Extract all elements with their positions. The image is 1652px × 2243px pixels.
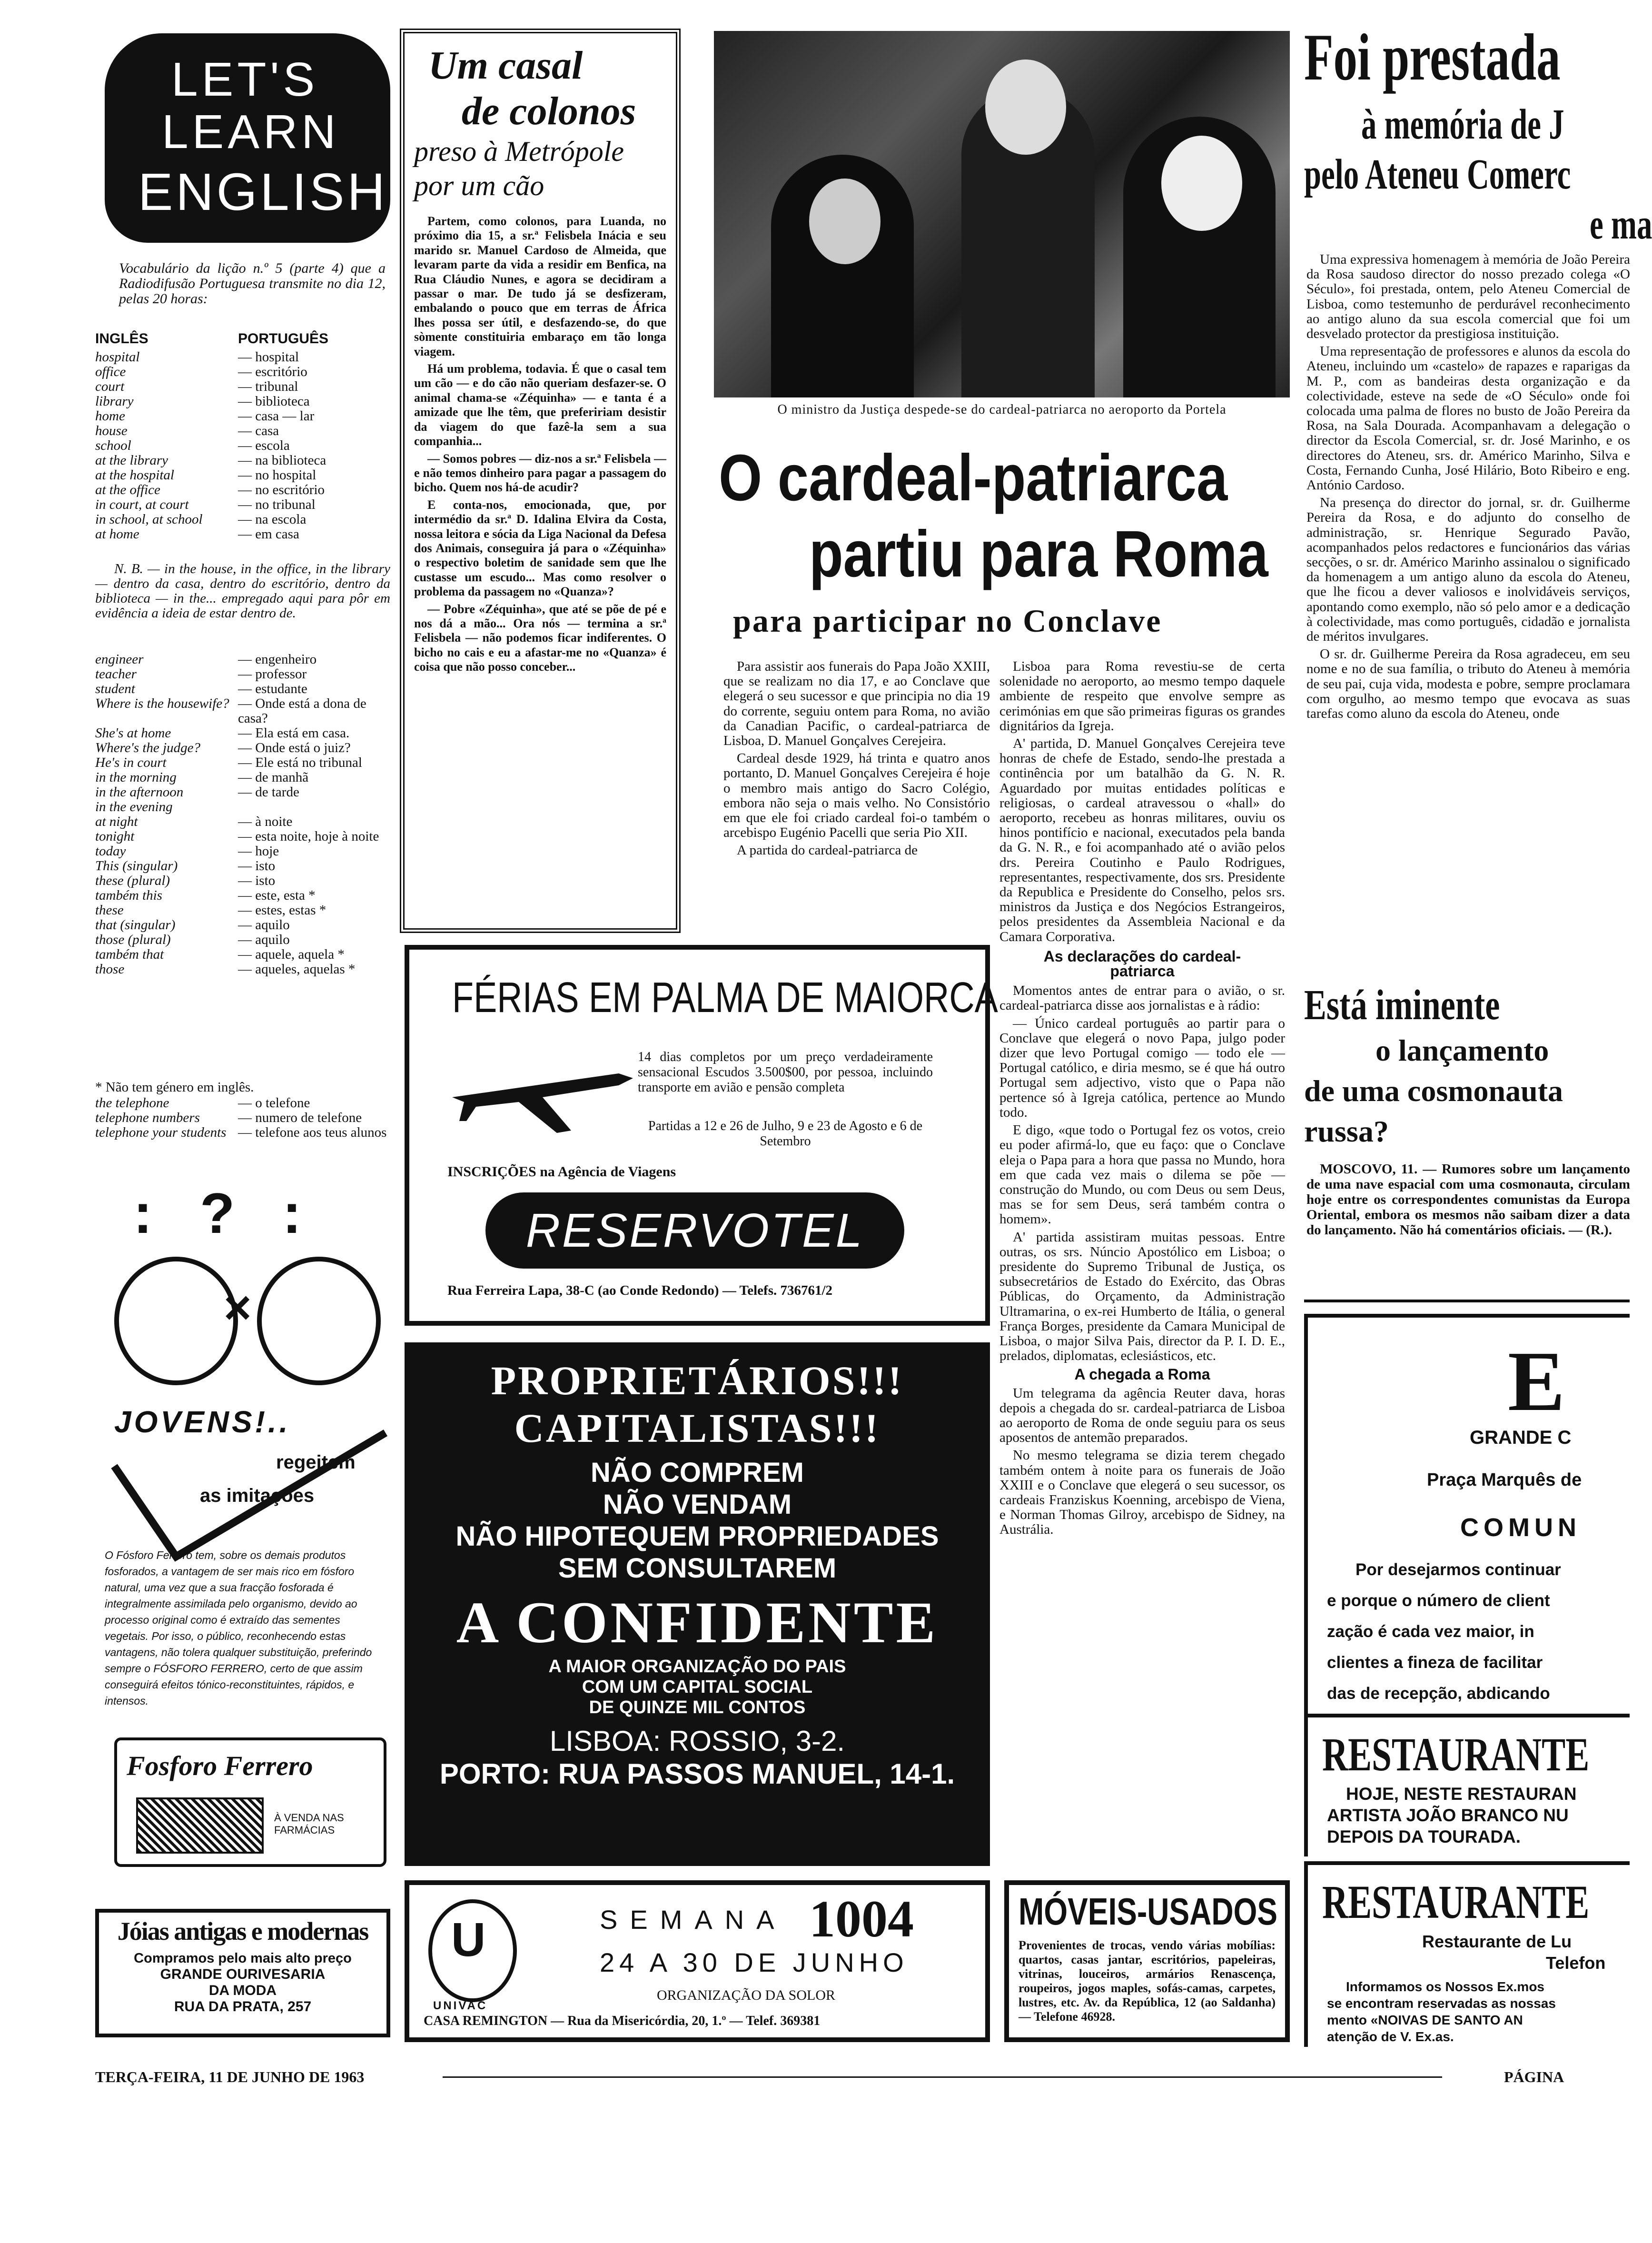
paragraph: Um telegrama da agência Reuter dava, horas depois a chegada do sr. cardeal-patriarca de Lisboa ao aeroporto de Roma de onde seguiu para os seus aposentos de antemão preparados.: [999, 1385, 1285, 1446]
univac-casa: CASA REMINGTON — Rua da Misericórdia, 20, 1.º — Telef. 369381: [424, 2014, 821, 2028]
vocab-pt: — Onde está a dona de casa?: [238, 696, 366, 726]
vocab-row: [95, 755, 390, 770]
cosmo-divider: [1304, 1300, 1630, 1302]
paragraph: — Somos pobres — diz-nos a sr.ª Felisbela — e não temos dinheiro para pagar a passagem do bicho. Quem nos há-de acudir?: [414, 451, 666, 495]
vocab-en: house: [95, 423, 128, 438]
grande-t4: clientes a fineza de facilitar: [1327, 1653, 1543, 1672]
conf-lisboa: LISBOA: ROSSIO, 3-2.: [549, 1725, 845, 1757]
vocab-row: [95, 814, 390, 829]
vocab-pt: — na escola: [238, 512, 307, 527]
vocab-row: [95, 1125, 390, 1140]
col-pt: PORTUGUÊS: [238, 331, 329, 347]
joias-l1: Compramos pelo mais alto preço: [134, 1951, 352, 1966]
vocab-row: [95, 888, 390, 903]
grande-t2: e porque o número de client: [1327, 1591, 1550, 1610]
ferias-address: Rua Ferreira Lapa, 38-C (ao Conde Redondo) — Telefs. 736761/2: [447, 1283, 833, 1298]
rest1-l3: DEPOIS DA TOURADA.: [1327, 1827, 1521, 1846]
univac-dates: 24 A 30 DE JUNHO: [600, 1947, 909, 1977]
vocab-row: [95, 424, 390, 438]
vocab-row: [95, 918, 390, 933]
paragraph: E conta-nos, emocionada, que, por intermédio da sr.ª D. Idalina Elvira da Costa, nossa leitora e sócia da Liga Nacional da Defesa dos Animais, conseguira já para o «Zéquinha» o respectivo boletim de sanidade sem que lhe custasse um escudo... Mas como resolver o problema da passagem no «Quanza»?: [414, 497, 666, 599]
paragraph: — Pobre «Zéquinha», que até se põe de pé e nos dá a mão... Ora nós — termina a sr.ª Felisbela — não podemos ficar indiferentes. O bicho no cais e eu a afastar-me no «Quanza» é coisa que não posso conceber...: [414, 602, 666, 674]
rest2-l2: Telefon: [1546, 1953, 1606, 1973]
vocab-row: [95, 379, 390, 394]
vocab-pt: — hospital: [238, 349, 299, 365]
conf-l3: NÃO COMPREM: [591, 1457, 804, 1488]
casal-h3: preso à Metrópole: [414, 136, 624, 167]
vocab-row: [95, 667, 390, 682]
vocab-pt: — na biblioteca: [238, 453, 326, 468]
ferias-inscricoes: INSCRIÇÕES na Agência de Viagens: [447, 1164, 676, 1180]
vocab-pt: — Ele está no tribunal: [238, 755, 362, 770]
vocab-row: [95, 770, 390, 785]
english-intro: Vocabulário da lição n.º 5 (parte 4) que a Radiodifusão Portuguesa transmite no dia 12, pelas 20 horas:: [119, 260, 386, 307]
conf-l4: NÃO VENDAM: [603, 1489, 792, 1520]
imitacoes-text: as imitações: [200, 1485, 315, 1506]
rest1-l1: HOJE, NESTE RESTAURAN: [1346, 1784, 1577, 1804]
photo-face-2: [1161, 136, 1242, 231]
paragraph: A' partida, D. Manuel Gonçalves Cerejeira teve honras de chefe de Estado, sendo-lhe prestada a continência por um batalhão da G. N. R. Aguardado por muitas entidades políticas e religiosas, o cardeal atravessou o «hall» do aeroporto, recebeu as honras militares, ouviu os hinos pontifício e nacional, executados pela banda da G. N. R., e foi acompanhado até o avião pelos drs. Pereira Coutinho e Paulo Rodrigues, representantes, respectivamente, dos srs. Presidente da Republica e Presidente do Conselho, pelos srs. ministros da Justiça e dos Negócios Estrangeiros, pelos presidentes da Assembleia Nacional e da Camara Corporativa.: [999, 736, 1285, 944]
cosmo-text: MOSCOVO, 11. — Rumores sobre um lançamento de uma nave espacial com uma cosmonauta, circulam hoje entre os correspondentes comunistas da Europa Oriental, embora os mesmos não saibam dizer a data do lançamento. Não há comentários oficiais. — (R.).: [1306, 1161, 1630, 1238]
vocab-list-3: [95, 1096, 390, 1140]
grande-l1: GRANDE C: [1470, 1427, 1572, 1448]
vocab-row: [95, 438, 390, 453]
vocab-en: teacher: [95, 666, 137, 682]
vocab-en: today: [95, 844, 126, 859]
vocab-row: [95, 512, 390, 527]
joias-title: Jóias antigas e modernas: [117, 1917, 368, 1945]
paragraph: Cardeal desde 1929, há trinta e quatro anos portanto, D. Manuel Gonçalves Cerejeira é hoje o membro mais antigo do Sacro Colégio, embora não seja o mais velho. No Consistório em que ele foi criado cardeal foi-o também o arcebispo Eugénio Pacelli que seria Pio XII.: [723, 751, 990, 841]
vocab-list-2: [95, 652, 390, 977]
confidente-ad: [405, 1342, 990, 1866]
vocab-en: at the office: [95, 482, 160, 497]
ateneu-h3: pelo Ateneu Comerc: [1304, 151, 1571, 198]
footer-date: TERÇA-FEIRA, 11 DE JUNHO DE 1963: [95, 2068, 365, 2085]
vocab-en: student: [95, 681, 135, 696]
jovens-text: JOVENS!..: [114, 1405, 291, 1439]
cardeal-col-left: [723, 659, 990, 861]
vocab-pt: — tribunal: [238, 379, 298, 394]
vocab-row: [95, 409, 390, 424]
vocab-row: [95, 652, 390, 667]
rest2-l1: Restaurante de Lu: [1422, 1932, 1572, 1951]
fosforo-venda: À VENDA NAS FARMÁCIAS: [274, 1812, 344, 1836]
vocab-en: in the afternoon: [95, 784, 184, 800]
vocab-en: in the evening: [95, 799, 173, 814]
vocab-pt: — casa — lar: [238, 408, 315, 424]
conf-l6: SEM CONSULTAREM: [558, 1553, 837, 1584]
casal-body: [414, 214, 666, 675]
univac-logo-text: UNIVAC: [433, 1999, 488, 2012]
vocab-en: in the morning: [95, 770, 177, 785]
joias-l2: GRANDE OURIVESARIA: [160, 1966, 326, 1982]
cosmo-h4: russa?: [1304, 1114, 1389, 1148]
ateneu-h4: e ma: [1590, 201, 1652, 248]
univac-logo: [428, 1899, 517, 2002]
vocab-row: [95, 785, 390, 800]
reservotel-text: RESERVOTEL: [525, 1204, 864, 1257]
fosforo-product-box: [114, 1737, 386, 1867]
rest2-title: RESTAURANTE: [1322, 1876, 1590, 1928]
paragraph: E digo, «que todo o Portugal fez os votos, creio eu poder afirmá-lo, que eu faço: que o Conclave eleja o Papa para a hora que passa no Mundo, hora em que cada vez mais o dilema se põe — construção do Mundo, ou com Deus ou sem Deus, mas se for sem Deus, será também contra o homem».: [999, 1122, 1285, 1227]
vocab-row: [95, 394, 390, 409]
vocab-row: [95, 468, 390, 483]
univac-num: 1004: [809, 1890, 914, 1948]
vocab-list-1: [95, 350, 390, 542]
vocab-en: telephone numbers: [95, 1110, 200, 1125]
vocab-row: [95, 859, 390, 873]
reservotel-logo: [485, 1192, 904, 1269]
vocab-en: the telephone: [95, 1095, 169, 1111]
univac-u-icon: U: [451, 1913, 486, 1966]
vocab-en: He's in court: [95, 755, 167, 770]
vocab-footnote: * Não tem género em inglês.: [95, 1080, 254, 1095]
restaurante-ad-2: [1304, 1861, 1630, 2047]
vocab-pt: — esta noite, hoje à noite: [238, 829, 379, 844]
vocab-en: She's at home: [95, 725, 171, 741]
vocab-nb: N. B. — in the house, in the office, in the library — dentro da casa, dentro do escritório, dentro da biblioteca — in the... empregado aqui para pôr em evidência a ideia de estar dentro de.: [95, 561, 390, 621]
ferias-dates: Partidas a 12 e 26 de Julho, 9 e 23 de Agosto e 6 de Setembro: [648, 1119, 923, 1149]
vocab-en: these (plural): [95, 873, 170, 888]
vocab-row: [95, 947, 390, 962]
vocab-en: in school, at school: [95, 512, 203, 527]
vocab-row: [95, 933, 390, 947]
joias-l3: DA MODA: [208, 1983, 277, 1998]
vocab-pt: — no escritório: [238, 482, 325, 497]
vocab-en: também that: [95, 947, 164, 962]
rest2-t1: Informamos os Nossos Ex.mos: [1346, 1979, 1545, 1994]
paragraph: Na presença do director do jornal, sr. dr. Guilherme Pereira da Rosa, e do adjunto do conselho de administração, sr. Henrique Segurado Pavão, acompanhados pelos redactores e funcionários das várias secções, o sr. dr. Américo Marinho assinalou o significado da homenagem a um antigo aluno da escola do Ateneu, que lhe ficou a dever valiosos e inolvidáveis serviços, apontando como exemplo, não só pelo amor e a dedicação à colectividade, mas como português, cidadão e jornalista de méritos invulgares.: [1306, 495, 1630, 645]
vocab-pt: — no hospital: [238, 467, 317, 483]
vocab-row: [95, 829, 390, 844]
vocab-row: [95, 741, 390, 755]
footer-page: PÁGINA: [1504, 2068, 1564, 2085]
vocab-pt: — Ela está em casa.: [238, 725, 350, 741]
vocab-pt: — estes, estas *: [238, 903, 326, 918]
fosforo-ad: [95, 1181, 390, 1885]
cosmo-h1: Está iminente: [1304, 982, 1500, 1029]
fosforo-box-icon: [136, 1797, 264, 1854]
vocab-en: at the hospital: [95, 467, 174, 483]
vocab-en: in court, at court: [95, 497, 189, 512]
rest1-l2: ARTISTA JOÃO BRANCO NU: [1327, 1806, 1569, 1825]
univac-org: ORGANIZAÇÃO DA SOLOR: [657, 1987, 836, 2003]
ateneu-h1: Foi prestada: [1304, 20, 1561, 94]
cardeal-h2: partiu para Roma: [809, 517, 1268, 591]
cardeal-h3: para participar no Conclave: [733, 603, 1162, 639]
vocab-row: [95, 1111, 390, 1125]
vocab-row: [95, 962, 390, 977]
cardinal-photo: [714, 31, 1290, 397]
regeitem-text: regeitem: [276, 1452, 356, 1473]
vocab-pt: — escola: [238, 438, 290, 453]
cardeal-col-right: [999, 659, 1285, 1540]
vocab-row: [95, 483, 390, 497]
conf-l5: NÃO HIPOTEQUEM PROPRIEDADES: [455, 1521, 939, 1552]
footer-rule: [443, 2076, 1442, 2078]
casal-h1: Um casal: [428, 43, 583, 88]
conf-porto: PORTO: RUA PASSOS MANUEL, 14-1.: [439, 1758, 955, 1790]
vocab-pt: — Onde está o juiz?: [238, 740, 351, 755]
grande-ad: [1304, 1314, 1630, 1742]
airplane-icon: [447, 1050, 638, 1140]
paragraph: No mesmo telegrama se dizia terem chegado também ontem à noite para os funerais de João XXIII e o Conclave que elegerá o seu sucessor, os cardeais Franziskus Koenning, arcebispo de Viena, e Norman Thomas Gilroy, arcebispo de Sidney, na Austrália.: [999, 1448, 1285, 1538]
vocab-pt: — professor: [238, 666, 307, 682]
rest2-t3: mento «NOIVAS DE SANTO AN: [1327, 2013, 1523, 2027]
face-right-icon: [257, 1257, 381, 1385]
cardeal-sub2: A chegada a Roma: [1074, 1366, 1210, 1383]
vocab-row: [95, 844, 390, 859]
univac-ad: [405, 1880, 990, 2042]
moveis-text: Provenientes de trocas, vendo várias mobílias: quartos, casas jantar, escritórios, papeleiras, vitrinas, louceiros, armários Renascença, roupeiros, jogos maples, sofás-camas, carpetes, lustres, etc. Av. da República, 12 (ao Saldanha) — Telefone 46928.: [1019, 1938, 1276, 2024]
vocab-pt: — escritório: [238, 364, 307, 379]
paragraph: A' partida assistiram muitas pessoas. Entre outras, os srs. Núncio Apostólico em Lisboa; o presidente do Supremo Tribunal de Justiça, os subsecretários de Estado do Exército, das Obras Públicas, do Orçamento, da Administração Ultramarina, o ex-rei Humberto de Itália, o general França Borges, presidente da Camara Municipal de Lisboa, o major Silva Pais, director da P. I. D. E., prelados, diplomatas, eclesiásticos, etc.: [999, 1229, 1285, 1364]
vocab-en: hospital: [95, 349, 140, 365]
vocab-pt: — à noite: [238, 814, 293, 829]
face-left-icon: [114, 1257, 238, 1385]
ateneu-h2: à memória de J: [1361, 101, 1564, 148]
vocab-en: at the library: [95, 453, 168, 468]
vocab-en: at home: [95, 526, 139, 542]
conf-s2: COM UM CAPITAL SOCIAL: [582, 1677, 813, 1697]
conf-l2: CAPITALISTAS!!!: [514, 1405, 880, 1451]
photo-caption: O ministro da Justiça despede-se do cardeal-patriarca no aeroporto da Portela: [777, 402, 1227, 417]
vocab-en: tonight: [95, 829, 135, 844]
vocab-pt: — o telefone: [238, 1095, 310, 1111]
ateneu-body: [1306, 252, 1630, 966]
vocab-row: [95, 527, 390, 542]
cosmo-h3: de uma cosmonauta: [1304, 1074, 1563, 1108]
vocab-pt: [238, 800, 390, 814]
vocab-pt: — aqueles, aquelas *: [238, 962, 356, 977]
paragraph: Lisboa para Roma revestiu-se de certa solenidade no aeroporto, ao mesmo tempo daquele ambiente de respeito que envolve sempre as cerimónias em que são primeiras figuras os grandes dignitários da Igreja.: [999, 659, 1285, 734]
vocab-en: office: [95, 364, 126, 379]
logo-line-1: LET'S: [171, 53, 319, 106]
rest2-t2: se encontram reservadas as nossas: [1327, 1996, 1556, 2011]
paragraph: A partida do cardeal-patriarca de: [737, 843, 918, 858]
vocab-en: home: [95, 408, 125, 424]
vocab-row: [95, 726, 390, 741]
vocab-en: school: [95, 438, 131, 453]
moveis-title: MÓVEIS-USADOS: [1019, 1890, 1278, 1933]
paragraph: Partem, como colonos, para Luanda, no próximo dia 15, a sr.ª Felisbela Inácia e seu marido sr. Manuel Cardoso de Almeida, que levaram parte da vida a residir em Benfica, na Rua Cláudio Nunes, e agora se decidiram a passar o mar. De tudo já se desfizeram, embalando o pouco que em terras de África lhes possa ser útil, e desfazendo-se, do que sòmente constituiria embaraço em tão longa viagem.: [414, 214, 666, 358]
vocab-en: library: [95, 394, 134, 409]
col-en: INGLÊS: [95, 331, 148, 347]
vocab-row: [95, 800, 390, 814]
vocab-pt: — de tarde: [238, 784, 299, 800]
cosmo-h2: o lançamento: [1375, 1033, 1549, 1067]
vocab-en: Where's the judge?: [95, 740, 200, 755]
ferias-title: FÉRIAS EM PALMA DE MAIORCA: [452, 974, 998, 1022]
casal-h4: por um cão: [414, 170, 544, 201]
times-icon: ×: [224, 1281, 252, 1334]
punctuation-art: : ? :: [133, 1181, 302, 1245]
vocab-pt: — aquilo: [238, 932, 290, 947]
photo-face-3: [809, 179, 880, 264]
paragraph: — Único cardeal português ao partir para o Conclave que elegerá o novo Papa, julgo poder dizer que levo Portugal comigo — todo ele — Portugal católico, e diria mesmo, se é que há outro Portugal sem adjectivo, visto que o Papa não pertence só à Igreja católica, pertence ao Mundo todo.: [999, 1015, 1285, 1120]
vocab-pt: — hoje: [238, 844, 279, 859]
cardeal-sub1: As declarações do cardeal-patriarca: [1043, 947, 1241, 980]
paragraph: Há um problema, todavia. É que o casal tem um cão — e do cão não queriam desfazer-se. O animal chama-se «Zéquinha» — e tanta é a amizade que lhe têm, que prefeririam desistir da viagem do que fazê-la sem a sua companhia...: [414, 362, 666, 448]
vocab-row: [95, 497, 390, 512]
vocab-row: [95, 682, 390, 696]
vocab-pt: — no tribunal: [238, 497, 316, 512]
conf-s1: A MAIOR ORGANIZAÇÃO DO PAIS: [548, 1657, 846, 1677]
vocab-en: This (singular): [95, 858, 178, 873]
fosforo-brand: Fosforo Ferrero: [127, 1750, 313, 1781]
grande-t1: Por desejarmos continuar: [1355, 1560, 1561, 1579]
vocab-row: [95, 453, 390, 468]
english-logo: [105, 33, 390, 243]
joias-l4: RUA DA PRATA, 257: [174, 1999, 312, 2015]
casal-h2: de colonos: [462, 89, 636, 133]
grande-big: E: [1508, 1334, 1565, 1429]
ferias-text: 14 dias completos por um preço verdadeiramente sensacional Escudos 3.500$00, por pessoa, incluindo transporte em avião e pensão completa: [638, 1050, 933, 1095]
grande-t5: das de recepção, abdicando: [1327, 1684, 1550, 1703]
vocab-pt: — em casa: [238, 526, 299, 542]
vocab-header: [95, 331, 390, 347]
logo-line-2: LEARN: [162, 105, 340, 159]
restaurante-ad-1: [1304, 1714, 1630, 1856]
vocab-en: Where is the housewife?: [95, 696, 229, 711]
vocab-pt: — engenheiro: [238, 652, 317, 667]
vocab-pt: — telefone aos teus alunos: [238, 1125, 387, 1140]
rest1-title: RESTAURANTE: [1322, 1728, 1590, 1781]
conf-l1: PROPRIETÁRIOS!!!: [491, 1358, 904, 1403]
ferias-ad: [405, 945, 998, 1326]
vocab-pt: — este, esta *: [238, 888, 316, 903]
photo-face-1: [985, 60, 1066, 155]
casal-article: [400, 29, 681, 933]
vocab-en: those: [95, 962, 125, 977]
vocab-row: [95, 696, 390, 726]
conf-s3: DE QUINZE MIL CONTOS: [589, 1697, 806, 1717]
vocab-en: também this: [95, 888, 162, 903]
grande-l2: Praça Marquês de: [1427, 1470, 1582, 1490]
vocab-row: [95, 365, 390, 379]
paragraph: Para assistir aos funerais do Papa João XXIII, que se realizam no dia 17, e ao Conclave que elegerá o seu sucessor e que principia no dia 19 do corrente, seguiu ontem para Roma, no avião da Canadian Pacific, o cardeal-patriarca de Lisboa, D. Manuel Gonçalves Cerejeira.: [723, 659, 990, 749]
vocab-row: [95, 873, 390, 888]
conf-brand: A CONFIDENTE: [456, 1590, 939, 1655]
vocab-pt: — isto: [238, 873, 276, 888]
vocab-pt: — aquele, aquela *: [238, 947, 345, 962]
grande-t3: zação é cada vez maior, in: [1327, 1622, 1534, 1641]
fosforo-body: O Fósforo Ferrero tem, sobre os demais produtos fosforados, a vantagem de ser mais rico em fósforo natural, uma vez que a sua fracção fosforada é integralmente assimilada pelo organismo, devido ao processo original como é extraído das sementes vegetais. Por isso, o público, reconhecendo estas vantagens, não tolera qualquer substituição, preferindo sempre o FÓSFORO FERRERO, certo de que assim conseguirá efeitos tónico-reconstituintes, rápidos, e intensos.: [105, 1549, 372, 1707]
grande-comun: COMUN: [1460, 1513, 1581, 1542]
paragraph: Momentos antes de entrar para o avião, o sr. cardeal-patriarca disse aos jornalistas e à rádio:: [999, 983, 1285, 1013]
vocab-en: those (plural): [95, 932, 171, 947]
vocab-row: [95, 903, 390, 918]
cardeal-h1: O cardeal-patriarca: [719, 441, 1228, 515]
vocab-pt: — isto: [238, 858, 276, 873]
vocab-en: that (singular): [95, 917, 176, 933]
vocab-row: [95, 1096, 390, 1111]
vocab-en: court: [95, 379, 125, 394]
vocab-pt: — casa: [238, 423, 279, 438]
vocab-pt: — biblioteca: [238, 394, 310, 409]
rest2-t4: atenção de V. Ex.as.: [1327, 2029, 1454, 2044]
paragraph: Uma expressiva homenagem à memória de João Pereira da Rosa saudoso director do nosso prezado colega «O Século», foi prestada, ontem, pelo Ateneu Comercial de Lisboa, como testemunho de perdurável reconhecimento ao antigo aluno da sua escola comercial que foi um desvelado protector da prestigiosa instituição.: [1306, 252, 1630, 342]
vocab-row: [95, 350, 390, 365]
vocab-pt: — de manhã: [238, 770, 309, 785]
vocab-pt: — numero de telefone: [238, 1110, 362, 1125]
paragraph: Uma representação de professores e alunos da escola do Ateneu, incluindo um «castelo» de rapazes e raparigas da M. P., com as bandeiras desta organização e da colectividade, esteve na sede de «O Século» onde foi colocada uma palma de flores no busto de João Pereira da Rosa, na Sala Dourada. Acompanhavam a delegação o director da Escola Comercial, sr. dr. José Marinho, e os directores do Ateneu, srs. dr. Américo Marinho, Silva e Costa, Fernando Cunha, José Hilário, Boto Ribeiro e eng. António Cardoso.: [1306, 344, 1630, 493]
logo-line-3: ENGLISH: [138, 163, 388, 221]
vocab-pt: — aquilo: [238, 917, 290, 933]
vocab-en: telephone your students: [95, 1125, 227, 1140]
univac-semana: SEMANA: [600, 1905, 787, 1935]
vocab-en: at night: [95, 814, 138, 829]
paragraph: O sr. dr. Guilherme Pereira da Rosa agradeceu, em seu nome e no de sua família, o tributo do Ateneu à memória de seu pai, cuja vida, modesta e pobre, sempre proclamara com orgulho, ao mesmo tempo que evocava as suas tarefas como aluno da escola do Ateneu, onde: [1306, 646, 1630, 722]
vocab-en: engineer: [95, 652, 144, 667]
vocab-en: these: [95, 903, 124, 918]
moveis-ad: [1004, 1880, 1290, 2042]
vocab-pt: — estudante: [238, 681, 307, 696]
joias-ad: [95, 1909, 390, 2037]
